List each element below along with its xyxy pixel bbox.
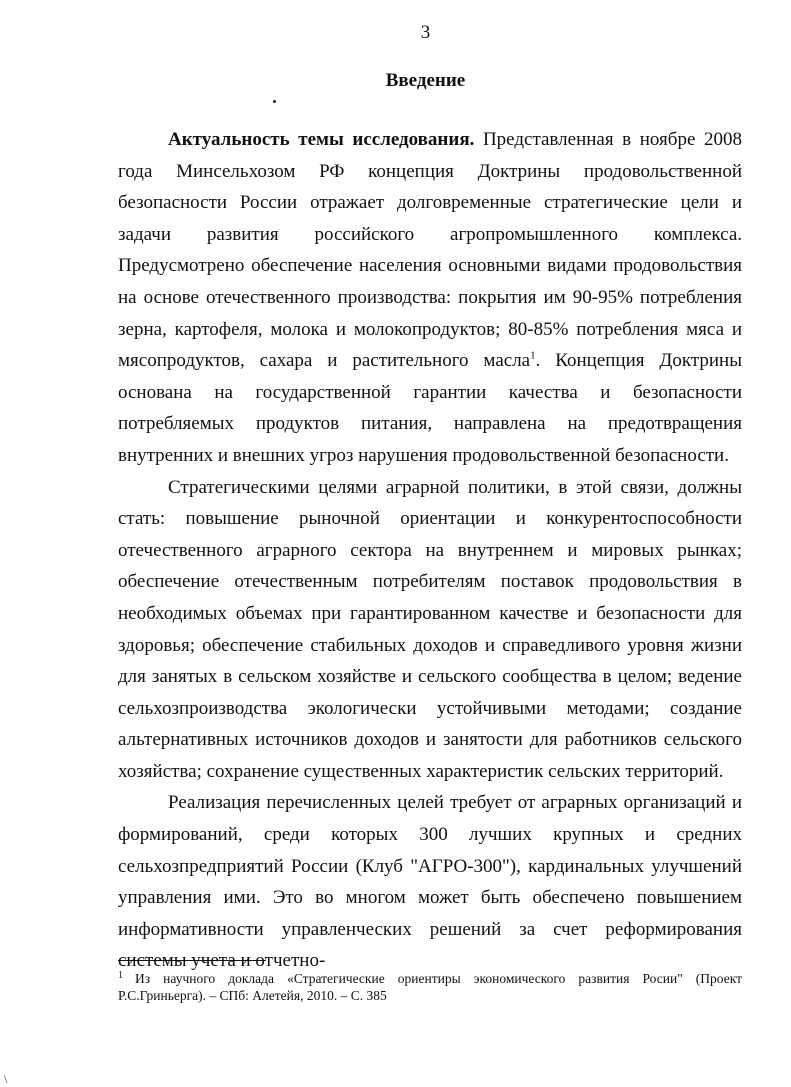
paragraph-lead: Актуальность темы исследования.: [168, 129, 475, 150]
scan-speck: [273, 100, 276, 103]
footnote-mark: 1: [118, 969, 123, 981]
paragraph-relevance: [118, 124, 742, 472]
page-number: 3: [420, 22, 431, 43]
footnote: [118, 970, 742, 1004]
paragraph-text-continued: . Концепция Доктрины основана на государственной гарантии качества и безопасности потребляемых продуктов питания, направлена на предотвращения внутренних и внешних угроз нарушения продовольственной безопасности.: [118, 350, 742, 466]
paragraph-text: Представленная в ноябре 2008 года Минсельхозом РФ концепция Доктрины продовольственной безопасности России отражает долговременные стратегические цели и задачи развития российского агропромышленного комплекса. Предусмотрено обеспечение населения основными видами продовольствия на основе отечественного производства: покрытия им 90-95% потребления зерна, картофеля, молока и молокопродуктов; 80-85% потребления мяса и мясопродуктов, сахара и растительного масла: [118, 129, 742, 372]
footnote-text: Из научного доклада «Стратегические ориентиры экономического развития Росии" (Проект Р.С.Гриньерга). – СПб: Алетейя, 2010. – С. 385: [118, 971, 742, 1003]
paragraph-strategic-goals: Стратегическими целями аграрной политики, в этой связи, должны стать: повышение рыночной ориентации и конкурентоспособности отечественного аграрного сектора на внутреннем и мировых рынках; обеспечение отечественным потребителям поставок продовольствия в необходимых объемах при гарантированном качестве и безопасности для здоровья; обеспечение стабильных доходов и справедливого уровня жизни для занятых в сельском хозяйстве и сельского сообщества в целом; ведение сельхозпроизводства экологически устойчивыми методами; создание альтернативных источников доходов и занятости для работников сельского хозяйства; сохранение существенных характеристик сельских территорий.: [118, 476, 742, 782]
footnote-reference[interactable]: 1: [530, 349, 536, 362]
main-text: [118, 124, 742, 977]
section-title: Введение: [385, 70, 466, 91]
paragraph-implementation: Реализация перечисленных целей требует от аграрных организаций и формирований, среди которых 300 лучших крупных и средних сельхозпредприятий России (Клуб "АГРО-300"), кардинальных улучшений управления ими. Это во многом может быть обеспечено повышением информативности управленческих решений за счет реформирования системы учета и отчетно-: [118, 792, 742, 972]
scan-mark: \: [4, 1072, 8, 1086]
footnote-separator: [118, 960, 266, 961]
